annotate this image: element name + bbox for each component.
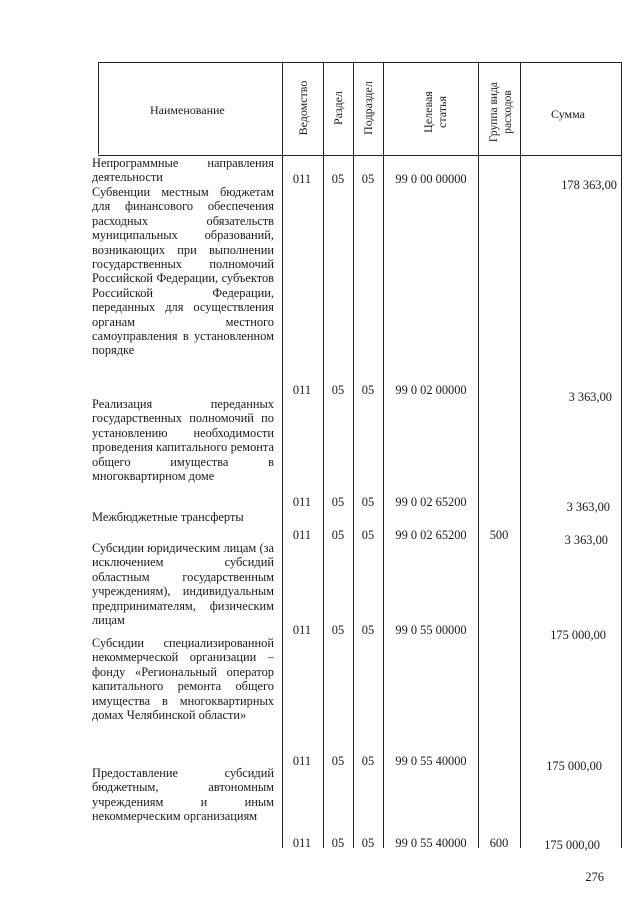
row-2-target: 99 0 02 00000 [395, 383, 467, 397]
row-7-target: 99 0 55 40000 [395, 836, 467, 850]
row-4-subsection: 05 [361, 528, 375, 542]
row-7-section: 05 [331, 836, 345, 850]
row-6-amount: 175 000,00 [546, 759, 602, 773]
row-3-amount: 3 363,00 [566, 500, 610, 514]
row-7-department: 011 [292, 836, 312, 850]
header-name: Наименование [150, 103, 225, 117]
row-4-group: 500 [489, 528, 509, 542]
row-6-target: 99 0 55 40000 [395, 754, 467, 768]
row-4-target: 99 0 02 65200 [395, 528, 467, 542]
col-border-5 [478, 62, 479, 848]
table-top-border [98, 62, 622, 63]
row-4-amount: 3 363,00 [564, 533, 608, 547]
row-6-department: 011 [292, 754, 312, 768]
row-5-section: 05 [331, 623, 345, 637]
row-4-section: 05 [331, 528, 345, 542]
row-5-target: 99 0 55 00000 [395, 623, 467, 637]
header-subsection: Подраздел [361, 81, 375, 135]
col-border-1 [282, 62, 283, 848]
row-6-name: Субсидии специализированной некоммерческой организации – фонду «Региональный оператор капитального ремонта общего имущества в многоквартирных домах Челябинской области» [92, 636, 274, 723]
row-6-section: 05 [331, 754, 345, 768]
header-amount: Сумма [551, 107, 585, 121]
row-7-amount: 175 000,00 [544, 838, 600, 852]
row-4-department: 011 [292, 528, 312, 542]
row-1-name: Непрограммные направления деятельности [92, 156, 274, 185]
row-3-name: Реализация переданных государственных полномочий по установлению необходимости проведения капитального ремонта общего имущества в многоквартирном доме [92, 397, 274, 484]
row-3-section: 05 [331, 495, 345, 509]
header-target-article [421, 82, 449, 142]
row-2-section: 05 [331, 383, 345, 397]
header-section: Раздел [331, 91, 345, 125]
col-border-left [98, 62, 99, 154]
row-1-section: 05 [331, 172, 345, 186]
row-1-amount: 178 363,00 [561, 178, 617, 192]
row-7-name: Предоставление субсидий бюджетным, автономным учреждениям и иным некоммерческим организациям [92, 766, 274, 824]
row-1-subsection: 05 [361, 172, 375, 186]
row-3-target: 99 0 02 65200 [395, 495, 467, 509]
row-3-subsection: 05 [361, 495, 375, 509]
row-2-department: 011 [292, 383, 312, 397]
row-2-subsection: 05 [361, 383, 375, 397]
row-2-amount: 3 363,00 [568, 390, 612, 404]
header-target-article-text: Целевая статья [421, 91, 449, 133]
row-2-name: Субвенции местным бюджетам для финансового обеспечения расходных обязательств муниципальных образований, возникающих при выполнении государственных полномочий Российской Федерации, субъектов Российской Федерации, переданных для осуществления органам местного самоуправления в установленном порядке [92, 185, 274, 358]
row-5-department: 011 [292, 623, 312, 637]
header-expense-group-text: Группа вида расходов [488, 81, 514, 143]
page-number: 276 [585, 870, 604, 884]
row-5-amount: 175 000,00 [550, 628, 606, 642]
row-6-subsection: 05 [361, 754, 375, 768]
row-5-subsection: 05 [361, 623, 375, 637]
col-border-right [621, 62, 622, 848]
row-7-group: 600 [489, 836, 509, 850]
col-border-6 [520, 62, 521, 848]
row-5-name: Субсидии юридическим лицам (за исключением субсидий областным государственным учреждениям), индивидуальным предпринимателям, физическим лицам [92, 541, 274, 628]
row-1-target: 99 0 00 00000 [395, 172, 467, 186]
row-4-name: Межбюджетные трансферты [92, 510, 244, 524]
row-3-department: 011 [292, 495, 312, 509]
row-1-department: 011 [292, 172, 312, 186]
row-7-subsection: 05 [361, 836, 375, 850]
header-department: Ведомство [296, 80, 310, 136]
header-expense-group [487, 70, 515, 154]
